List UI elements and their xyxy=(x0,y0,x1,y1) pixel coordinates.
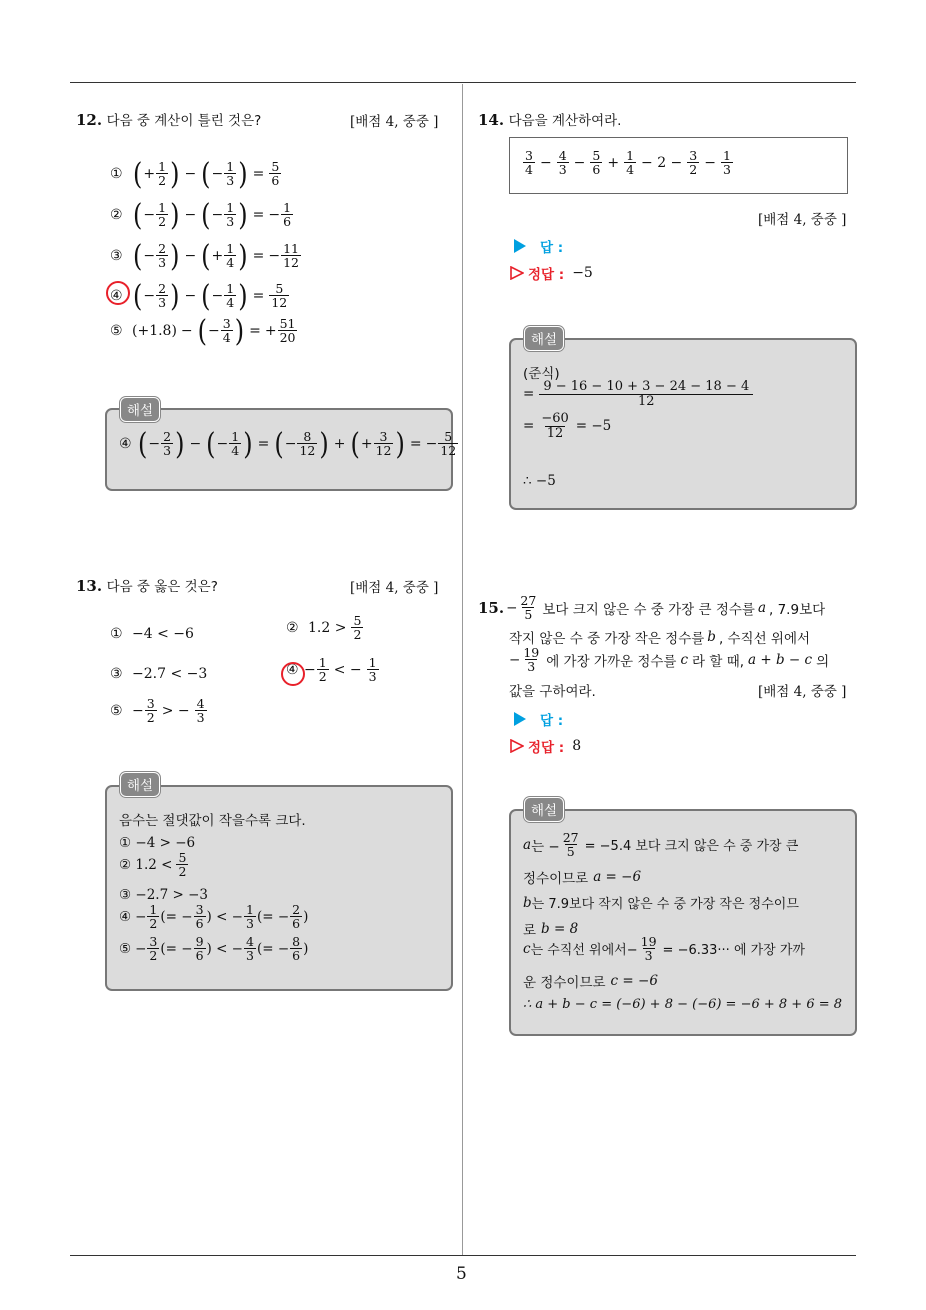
q15-correct-row xyxy=(510,736,581,756)
q14-solution-tag: 해설 xyxy=(524,326,564,351)
q12-header xyxy=(76,109,261,129)
q15-sol-5 xyxy=(523,935,805,962)
q13-s4-d: $\frac{2}{6}$ xyxy=(292,902,301,932)
q15-line1-tail: , 7.9보다 xyxy=(769,601,826,618)
q14-answer-label: 답 : xyxy=(540,240,564,256)
q15-correct-label: 정답 : xyxy=(528,740,565,756)
q15-frac1: $\frac{27}{5}$ xyxy=(520,593,537,623)
q13-s4-b: $\frac{3}{6}$ xyxy=(195,902,204,932)
term-sign: + xyxy=(607,154,620,171)
choice-number: ② xyxy=(286,619,299,636)
q14-sol-frac1: $\frac{9 - 16 - 10 + 3 - 24 - 18 - 4}{12}$ xyxy=(539,380,753,408)
q12-c5-bfrac: $\frac{3}{4}$ xyxy=(222,316,231,346)
q14-sol-line2: = $\frac{-60}{12}$ = −5 xyxy=(523,411,612,441)
q15-line3: − $\frac{19}{3}$ 에 가장 가까운 정수를 c 라 할 때, a + b − c 의 xyxy=(509,645,830,675)
q13-choice-5[interactable]: ⑤ − $\frac{3}{2}$ > − $\frac{4}{3}$ xyxy=(110,696,205,726)
choice-number: ④ xyxy=(110,287,123,304)
term-sign: − xyxy=(573,154,586,171)
q13-c5-mid: > − xyxy=(161,702,190,719)
q13-solution-tag: 해설 xyxy=(120,772,160,797)
q13-choice-3[interactable] xyxy=(110,666,207,682)
q12-solution-expr: ④ ( − $\frac{2}{3}$ ) − ( − $\frac{1}{4}$ ) = ( − $\frac{8}{12}$ ) + ( + $\frac{3}{12}$ ) = − $\frac{5}{12}$ xyxy=(119,426,457,462)
q13-header xyxy=(76,575,218,595)
a-frac: $\frac{1}{2}$ xyxy=(158,159,167,189)
q13-c5-afrac: $\frac{3}{2}$ xyxy=(146,696,155,726)
top-rule xyxy=(70,82,856,83)
b-sign: − xyxy=(211,287,224,304)
operator: − xyxy=(184,165,197,182)
term-fraction: $\frac{5}{6}$ xyxy=(592,148,601,178)
a-frac: $\frac{1}{2}$ xyxy=(158,200,167,230)
operator: − xyxy=(184,247,197,264)
q14-header xyxy=(478,109,621,129)
q12-answer-mark xyxy=(106,281,130,305)
q14-question: 다음을 계산하여라. xyxy=(508,113,622,129)
b-frac: $\frac{1}{4}$ xyxy=(226,241,235,271)
q13-choice-4[interactable]: ④ − $\frac{1}{2}$ < − $\frac{1}{3}$ xyxy=(286,655,377,685)
q15-answer-label: 답 : xyxy=(540,713,564,729)
q15-line3-expr: a + b − c xyxy=(748,651,813,668)
q13-c2-frac: $\frac{5}{2}$ xyxy=(353,613,362,643)
choice-number: ④ xyxy=(286,661,299,678)
result-sign: − xyxy=(268,247,281,264)
sol-b-sign: − xyxy=(216,435,229,452)
b-frac: $\frac{1}{3}$ xyxy=(226,159,235,189)
b-sign: + xyxy=(211,247,224,264)
result-frac: $\frac{11}{12}$ xyxy=(283,241,299,271)
q13-points: [배점 4, 중중 ] xyxy=(350,580,439,596)
q14-sol-final: ∴ −5 xyxy=(523,473,556,489)
q14-sol-frac2: $\frac{-60}{12}$ xyxy=(541,411,569,441)
q13-answer-mark xyxy=(281,662,305,686)
choice-number: ⑤ xyxy=(110,702,123,719)
q13-sol-5: ⑤ − $\frac{3}{2}$ (= − $\frac{9}{6}$ ) < − $\frac{4}{3}$ (= − $\frac{8}{6}$ ) xyxy=(119,934,309,964)
q15-points: [배점 4, 중중 ] xyxy=(758,684,847,700)
q15-line3-text: 에 가장 가까운 정수를 xyxy=(546,653,677,670)
q12-c5-a: (+1.8) xyxy=(132,322,177,339)
q12-choice-1[interactable]: ① ( + $\frac{1}{2}$ ) − ( − $\frac{1}{3}$ ) = $\frac{5}{6}$ xyxy=(110,156,280,192)
term-fraction: $\frac{1}{4}$ xyxy=(626,148,635,178)
term-sign: − xyxy=(539,154,552,171)
q13-s5-d: $\frac{8}{6}$ xyxy=(292,934,301,964)
q15-line2-text: 작지 않은 수 중 가장 작은 정수를 xyxy=(509,631,705,647)
q15-var-b: b xyxy=(707,629,716,645)
q12-c5-op: − xyxy=(180,322,193,339)
play-icon xyxy=(514,712,526,726)
q13-c5-bfrac: $\frac{4}{3}$ xyxy=(196,696,205,726)
q15-sol-3 xyxy=(523,893,799,912)
q13-sol-2-frac: $\frac{5}{2}$ xyxy=(178,850,187,880)
sol-num: ④ xyxy=(119,908,132,925)
sol-d-sign: + xyxy=(360,435,373,452)
q15-sol-1 xyxy=(523,831,798,858)
q13-choice-1[interactable] xyxy=(110,626,194,642)
q12-c5-rsign: + xyxy=(264,322,277,339)
q13-s5-c: $\frac{4}{3}$ xyxy=(246,934,254,964)
sol-num: ④ xyxy=(119,435,132,452)
q15-var-a: a xyxy=(757,599,767,616)
q13-sol-1: ① −4 > −6 xyxy=(119,835,196,851)
result-frac: $\frac{1}{6}$ xyxy=(283,200,292,230)
a-frac: $\frac{2}{3}$ xyxy=(158,281,167,311)
choice-number: ① xyxy=(110,165,123,182)
column-divider xyxy=(462,84,463,1256)
b-frac: $\frac{1}{4}$ xyxy=(226,281,235,311)
q15-line1-text: 보다 크지 않은 수 중 가장 큰 정수를 xyxy=(542,601,755,618)
q15-sol-2 xyxy=(523,867,641,887)
term-sign: − 2 − xyxy=(641,154,683,171)
q15-sol-7: ∴ a + b − c = (−6) + 8 − (−6) = −6 + 8 + 6 = 8 xyxy=(523,997,843,1012)
q12-choice-2[interactable]: ② ( − $\frac{1}{2}$ ) − ( − $\frac{1}{3}$ ) = − $\frac{1}{6}$ xyxy=(110,197,292,233)
q15-var-c: c xyxy=(680,651,689,668)
q14-expression xyxy=(522,149,734,176)
q15-s6: 운 정수이므로 xyxy=(523,975,606,991)
q12-question: 다음 중 계산이 틀린 것은? xyxy=(106,113,262,129)
q15-solution-tag: 해설 xyxy=(524,797,564,822)
q15-s4: 로 xyxy=(523,923,537,939)
a-sign: − xyxy=(143,287,156,304)
operator: − xyxy=(184,206,197,223)
play-icon xyxy=(514,239,526,253)
b-frac: $\frac{1}{3}$ xyxy=(226,200,235,230)
q15-frac2: $\frac{19}{3}$ xyxy=(523,645,540,675)
choice-number: ③ xyxy=(110,247,123,264)
q15-s1-pre: 는 − xyxy=(531,838,560,855)
q13-number: 13. xyxy=(76,577,103,595)
result-frac: $\frac{5}{12}$ xyxy=(271,281,288,311)
q12-number: 12. xyxy=(76,111,103,129)
q14-solution-box xyxy=(509,338,857,510)
q13-sol-intro: 음수는 절댓값이 작을수록 크다. xyxy=(119,813,306,829)
q13-c4-bfrac: $\frac{1}{3}$ xyxy=(368,655,377,685)
choice-number: ③ xyxy=(110,666,123,682)
q13-sol-2 xyxy=(119,851,189,878)
q15-s1-frac: $\frac{27}{5}$ xyxy=(562,830,579,860)
q15-line4: 값을 구하여라. xyxy=(509,684,596,700)
q14-sol2-res: = −5 xyxy=(575,418,612,435)
sol-b-frac: $\frac{1}{4}$ xyxy=(231,429,240,459)
a-sign: + xyxy=(143,165,156,182)
q12-points: [배점 4, 중중 ] xyxy=(350,114,439,130)
q15-sol-6 xyxy=(523,971,658,991)
choice-number: ① xyxy=(110,626,123,642)
q12-choice-5[interactable]: ⑤ (+1.8) − ( − $\frac{3}{4}$ ) = + $\frac{51}{20}$ xyxy=(110,313,296,349)
page-number: 5 xyxy=(456,1264,467,1284)
a-frac: $\frac{2}{3}$ xyxy=(158,241,167,271)
q15-s3-b: b xyxy=(523,894,532,911)
q12-choice-4[interactable]: ④ ( − $\frac{2}{3}$ ) − ( − $\frac{1}{4}$ ) = $\frac{5}{12}$ xyxy=(110,278,288,314)
q13-s4-a: $\frac{1}{2}$ xyxy=(149,902,158,932)
term-fraction: $\frac{1}{3}$ xyxy=(722,148,731,178)
q15-line1: 15. − $\frac{27}{5}$ 보다 크지 않은 수 중 가장 큰 정수를 a , 7.9보다 xyxy=(478,593,826,623)
term-fraction: $\frac{3}{2}$ xyxy=(689,148,698,178)
q14-answer-row[interactable] xyxy=(514,236,563,256)
q15-s5-c: c xyxy=(523,940,531,957)
sol-c-frac: $\frac{8}{12}$ xyxy=(299,429,316,459)
q15-s6-expr: c = −6 xyxy=(610,973,658,989)
q13-sol-3: ③ −2.7 > −3 xyxy=(119,887,208,903)
q13-c4-mid: < − xyxy=(333,661,362,678)
q13-sol-4: ④ − $\frac{1}{2}$ (= − $\frac{3}{6}$ ) < − $\frac{1}{3}$ (= − $\frac{2}{6}$ ) xyxy=(119,902,309,932)
outline-triangle-icon xyxy=(510,739,524,753)
q14-points: [배점 4, 중중 ] xyxy=(758,212,847,228)
q15-s4-expr: b = 8 xyxy=(541,921,579,937)
outline-triangle-icon xyxy=(510,266,524,280)
choice-number: ⑤ xyxy=(110,322,123,339)
q15-line3-mid: 라 할 때, xyxy=(692,653,745,670)
sol-num: ⑤ xyxy=(119,940,132,957)
q13-sol-2-pre: ② 1.2 < xyxy=(119,856,173,873)
q12-c5-bsign: − xyxy=(208,322,220,339)
q12-c5-rfrac: $\frac{51}{20}$ xyxy=(279,316,296,346)
bottom-rule xyxy=(70,1255,856,1256)
q14-number: 14. xyxy=(478,111,505,129)
q15-s2: 정수이므로 xyxy=(523,871,589,887)
q13-s4-c: $\frac{1}{3}$ xyxy=(246,902,254,932)
q13-c3-text: −2.7 < −3 xyxy=(132,666,208,682)
q13-question: 다음 중 옳은 것은? xyxy=(106,579,218,595)
q15-s3: 는 7.9보다 작지 않은 수 중 가장 작은 정수이므 xyxy=(531,897,799,912)
q15-s5-tail: = −6.33··· 에 가장 가까 xyxy=(662,943,805,959)
q15-s1-a: a xyxy=(523,836,532,853)
sol-c-sign: − xyxy=(284,435,297,452)
term-sign: − xyxy=(704,154,716,171)
q12-choice-3[interactable]: ③ ( − $\frac{2}{3}$ ) − ( + $\frac{1}{4}$ ) = − $\frac{11}{12}$ xyxy=(110,238,299,274)
q14-sol-line1: = $\frac{9 - 16 - 10 + 3 - 24 - 18 - 4}{12}$ xyxy=(523,380,754,408)
sol-a-frac: $\frac{2}{3}$ xyxy=(163,429,172,459)
sol-a-sign: − xyxy=(148,435,161,452)
a-sign: − xyxy=(143,247,156,264)
q14-correct-row xyxy=(510,263,593,283)
sol-r-frac: $\frac{5}{12}$ xyxy=(440,429,457,459)
q15-s2-expr: a = −6 xyxy=(593,869,642,885)
sol-d-frac: $\frac{3}{12}$ xyxy=(375,429,392,459)
q14-correct-value: −5 xyxy=(572,265,593,281)
q13-choice-2[interactable] xyxy=(286,614,364,641)
q14-correct-label: 정답 : xyxy=(528,267,565,283)
q13-s5-a: $\frac{3}{2}$ xyxy=(149,934,158,964)
q15-answer-row[interactable] xyxy=(514,709,563,729)
q13-c4-afrac: $\frac{1}{2}$ xyxy=(318,655,327,685)
a-sign: − xyxy=(143,206,156,223)
q14-sol-intro: (준식) xyxy=(523,366,560,382)
choice-number: ② xyxy=(110,206,123,223)
q13-c1-text: −4 < −6 xyxy=(132,626,194,642)
result-sign: − xyxy=(268,206,281,223)
b-sign: − xyxy=(211,206,224,223)
q13-solution-box xyxy=(105,785,453,991)
operator: − xyxy=(184,287,197,304)
q15-s1-tail: = −5.4 보다 크지 않은 수 중 가장 큰 xyxy=(584,839,799,855)
q13-s5-b: $\frac{9}{6}$ xyxy=(195,934,204,964)
q15-solution-box xyxy=(509,809,857,1036)
sol-r-sign: − xyxy=(425,435,438,452)
term-fraction: $\frac{4}{3}$ xyxy=(558,148,567,178)
q15-line3-tail: 의 xyxy=(816,653,830,670)
q15-number: 15. xyxy=(478,598,505,617)
q14-expression-box xyxy=(509,137,848,194)
q12-solution-tag: 해설 xyxy=(120,397,160,422)
q13-c2-pre: 1.2 > xyxy=(308,619,347,636)
term-fraction: $\frac{3}{4}$ xyxy=(525,148,533,178)
q15-s5-pre: 는 수직선 위에서− xyxy=(530,943,638,959)
b-sign: − xyxy=(211,165,224,182)
q15-line2-tail: , 수직선 위에서 xyxy=(718,631,811,647)
q15-line2 xyxy=(509,627,810,647)
q15-correct-value: 8 xyxy=(572,738,582,754)
result-frac: $\frac{5}{6}$ xyxy=(271,159,280,189)
q15-s5-frac: $\frac{19}{3}$ xyxy=(640,934,657,964)
